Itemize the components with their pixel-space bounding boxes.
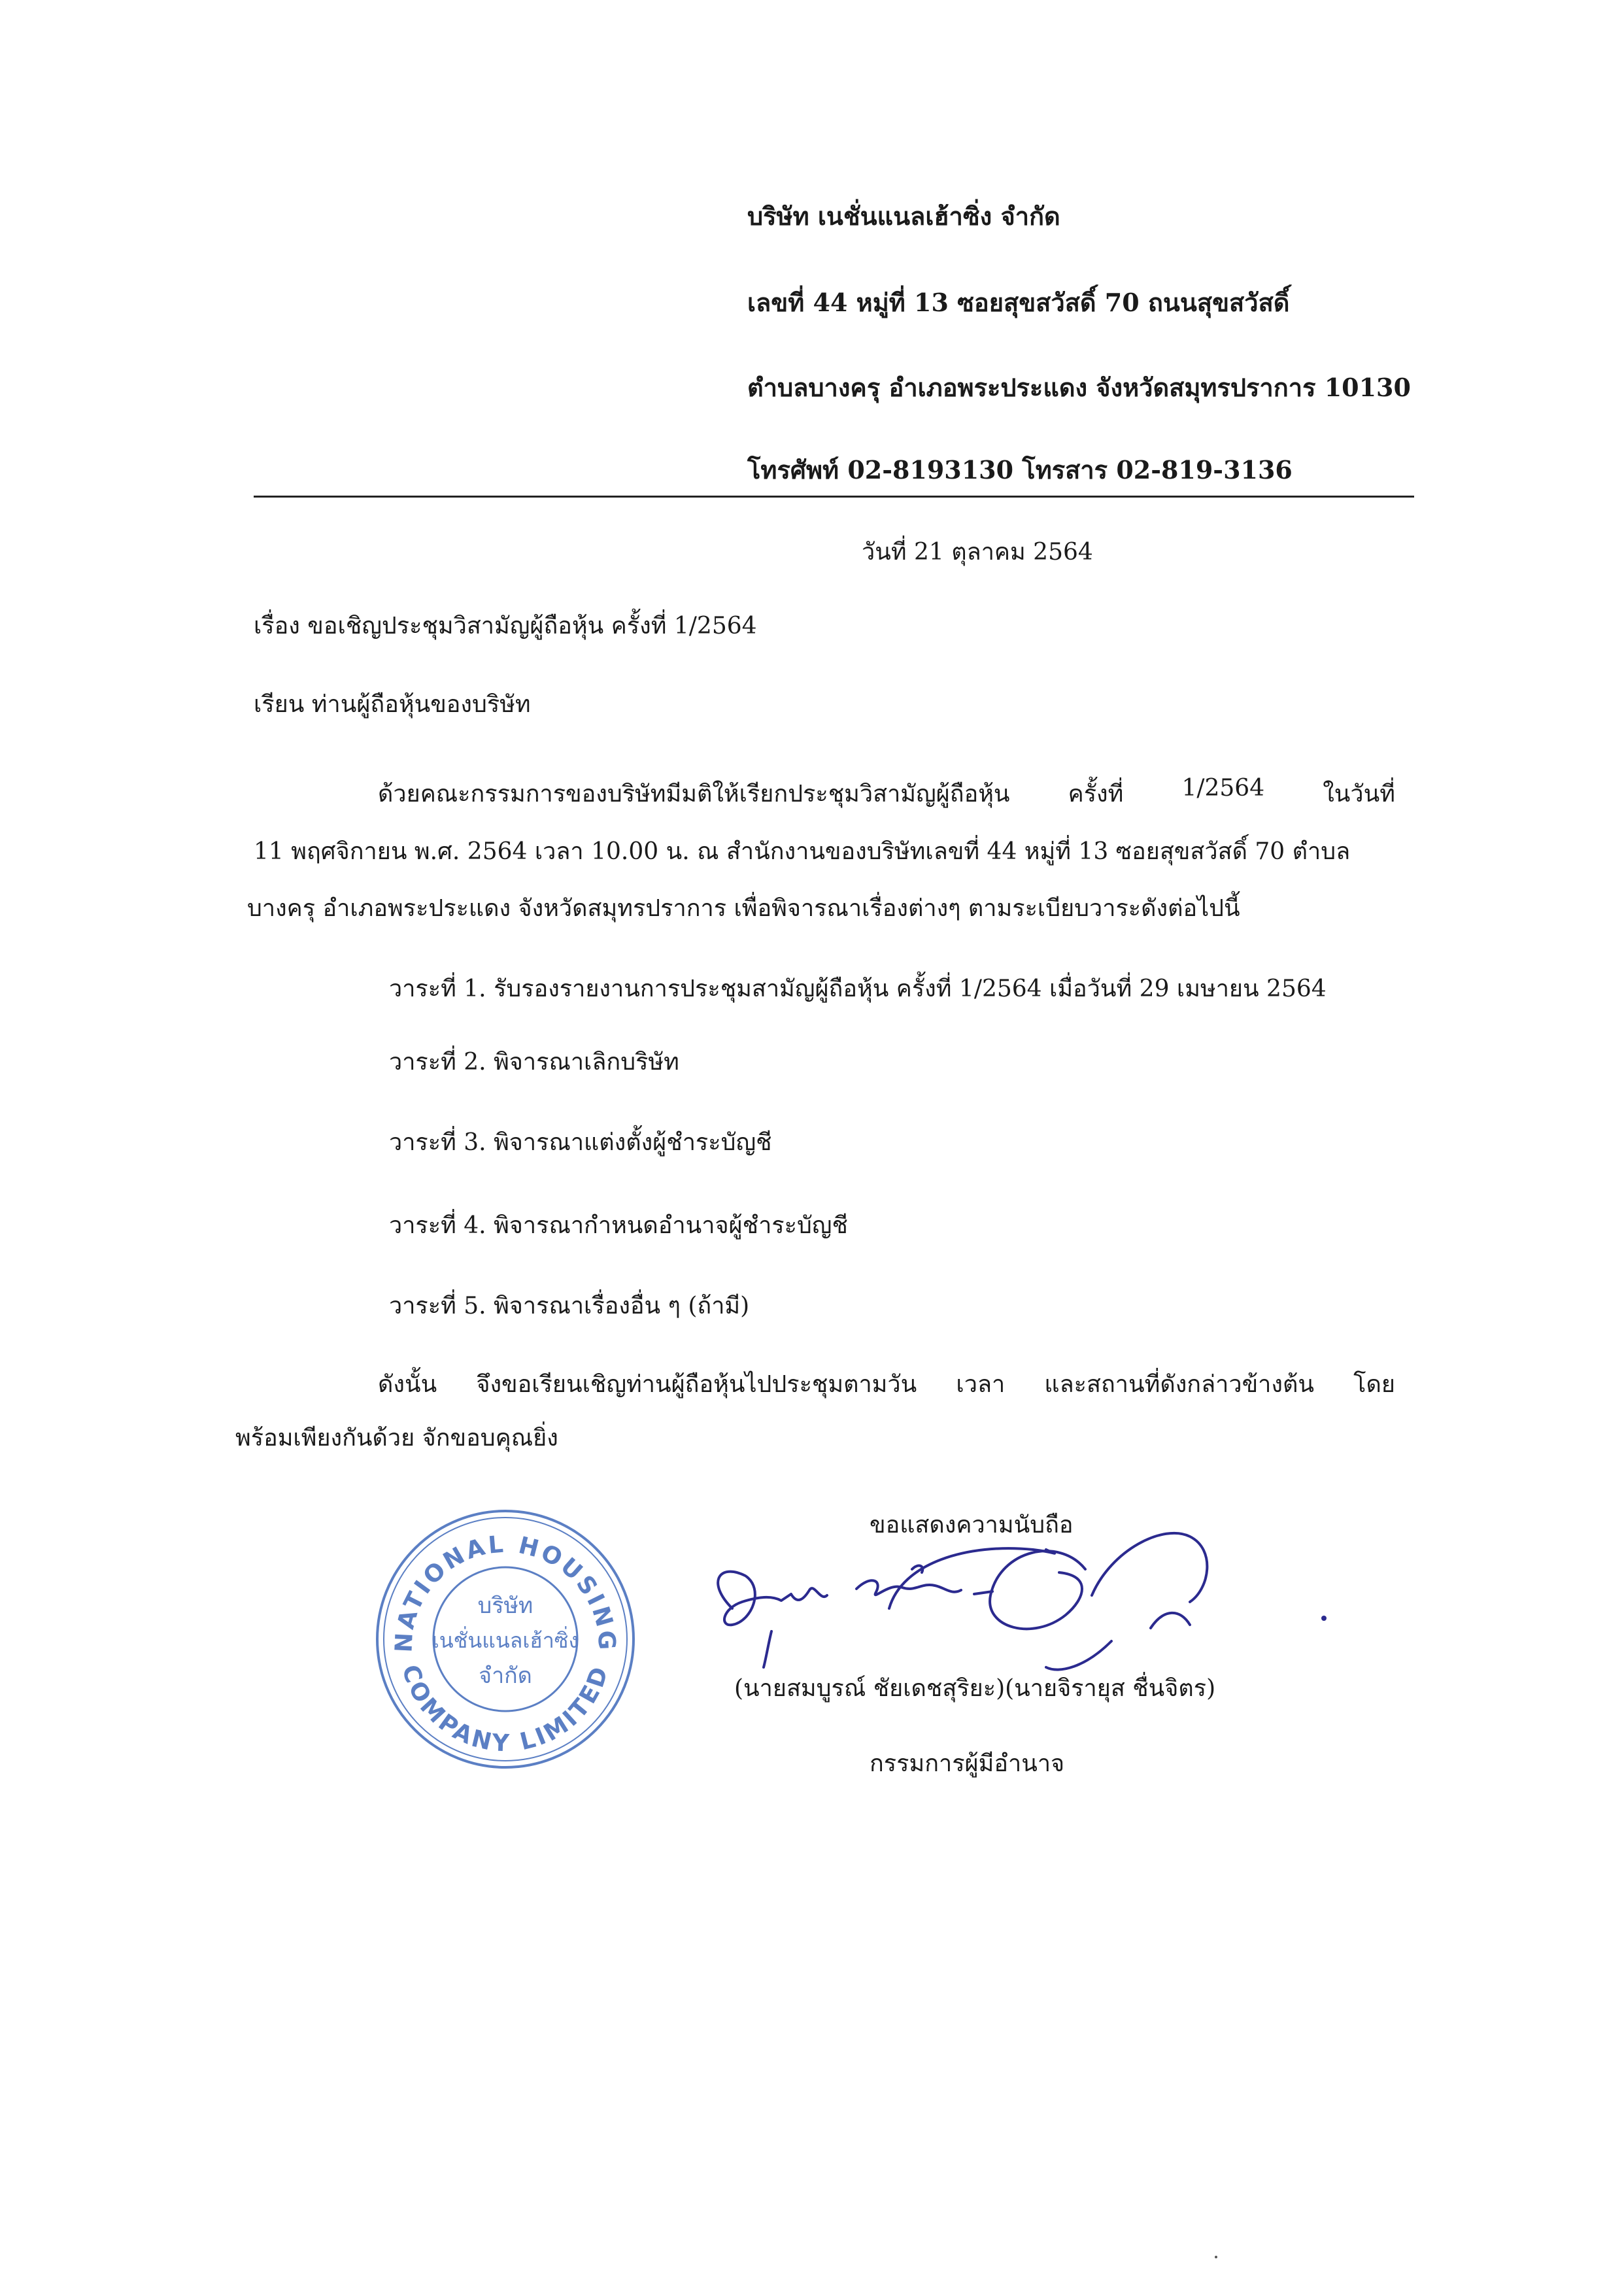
subject-line: เรื่อง ขอเชิญประชุมวิสามัญผู้ถือหุ้น ครั้งที่ 1/2564 [254,613,757,639]
intro-word: ด้วยคณะกรรมการของบริษัทมีมติให้เรียกประชุมวิสามัญผู้ถือหุ้น [378,781,1010,807]
stamp-inner-line-3: จำกัด [479,1663,532,1689]
stamp-inner-line-1: บริษัท [477,1593,533,1619]
sign-off: ขอแสดงความนับถือ [870,1512,1074,1538]
phone-fax-line: โทรศัพท์ 02-8193130 โทรสาร 02-819-3136 [747,455,1293,484]
signatory-names: (นายสมบูรณ์ ชัยเดชสุริยะ)(นายจิรายุส ชื่นจิตร) [734,1675,1216,1702]
closing-word: ดังนั้น [378,1371,437,1398]
stamp-outer-text-bottom: COMPANY LIMITED [396,1661,615,1758]
letterhead-divider [254,496,1414,498]
letter-date: วันที่ 21 ตุลาคม 2564 [862,539,1093,566]
agenda-item-2: วาระที่ 2. พิจารณาเลิกบริษัท [389,1049,679,1076]
intro-paragraph-line-2: 11 พฤศจิกายน พ.ศ. 2564 เวลา 10.00 น. ณ สำนักงานของบริษัทเลขที่ 44 หมู่ที่ 13 ซอยสุขสวัสดิ์ 70 ตำบล [254,838,1351,865]
company-name: บริษัท เนชั่นแนลเฮ้าซิ่ง จำกัด [747,201,1060,231]
stamp-inner-line-2: เนชั่นแนลเฮ้าซิ่ง [431,1628,579,1653]
intro-word: 1/2564 [1181,775,1265,802]
salutation-line: เรียน ท่านผู้ถือหุ้นของบริษัท [254,691,531,718]
intro-paragraph-line-1 [378,775,1395,812]
closing-word: จึงขอเรียนเชิญท่านผู้ถือหุ้นไปประชุมตามวัน [476,1371,917,1398]
intro-word: ครั้งที่ [1068,781,1124,807]
closing-word: และสถานที่ดังกล่าวข้างต้น [1044,1371,1314,1398]
scan-speck [1215,2256,1217,2258]
intro-paragraph-line-3: บางครุ อำเภอพระประแดง จังหวัดสมุทรปราการ เพื่อพิจารณาเรื่องต่างๆ ตามระเบียบวาระดังต่อไปนี้ [247,895,1240,922]
closing-paragraph-line-1 [378,1365,1395,1402]
stamp-outer-text-top: NATIONAL HOUSING [390,1531,620,1654]
closing-paragraph-line-2: พร้อมเพียงกันด้วย จักขอบคุณยิ่ง [235,1425,558,1452]
address-line-1: เลขที่ 44 หมู่ที่ 13 ซอยสุขสวัสดิ์ 70 ถนนสุขสวัสดิ์ [747,288,1290,317]
agenda-item-3: วาระที่ 3. พิจารณาแต่งตั้งผู้ชำระบัญชี [389,1129,772,1156]
company-seal-stamp [371,1505,639,1773]
agenda-item-5: วาระที่ 5. พิจารณาเรื่องอื่น ๆ (ถ้ามี) [389,1293,750,1319]
intro-word: ในวันที่ [1323,781,1395,807]
agenda-item-1: วาระที่ 1. รับรองรายงานการประชุมสามัญผู้ถือหุ้น ครั้งที่ 1/2564 เมื่อวันที่ 29 เมษายน 2564 [389,976,1327,1002]
signatory-title: กรรมการผู้มีอำนาจ [870,1750,1065,1777]
address-line-2: ตำบลบางครุ อำเภอพระประแดง จังหวัดสมุทรปราการ 10130 [747,373,1411,402]
closing-word: เวลา [956,1371,1006,1398]
closing-word: โดย [1353,1371,1395,1398]
agenda-item-4: วาระที่ 4. พิจารณากำหนดอำนาจผู้ชำระบัญชี [389,1212,848,1239]
